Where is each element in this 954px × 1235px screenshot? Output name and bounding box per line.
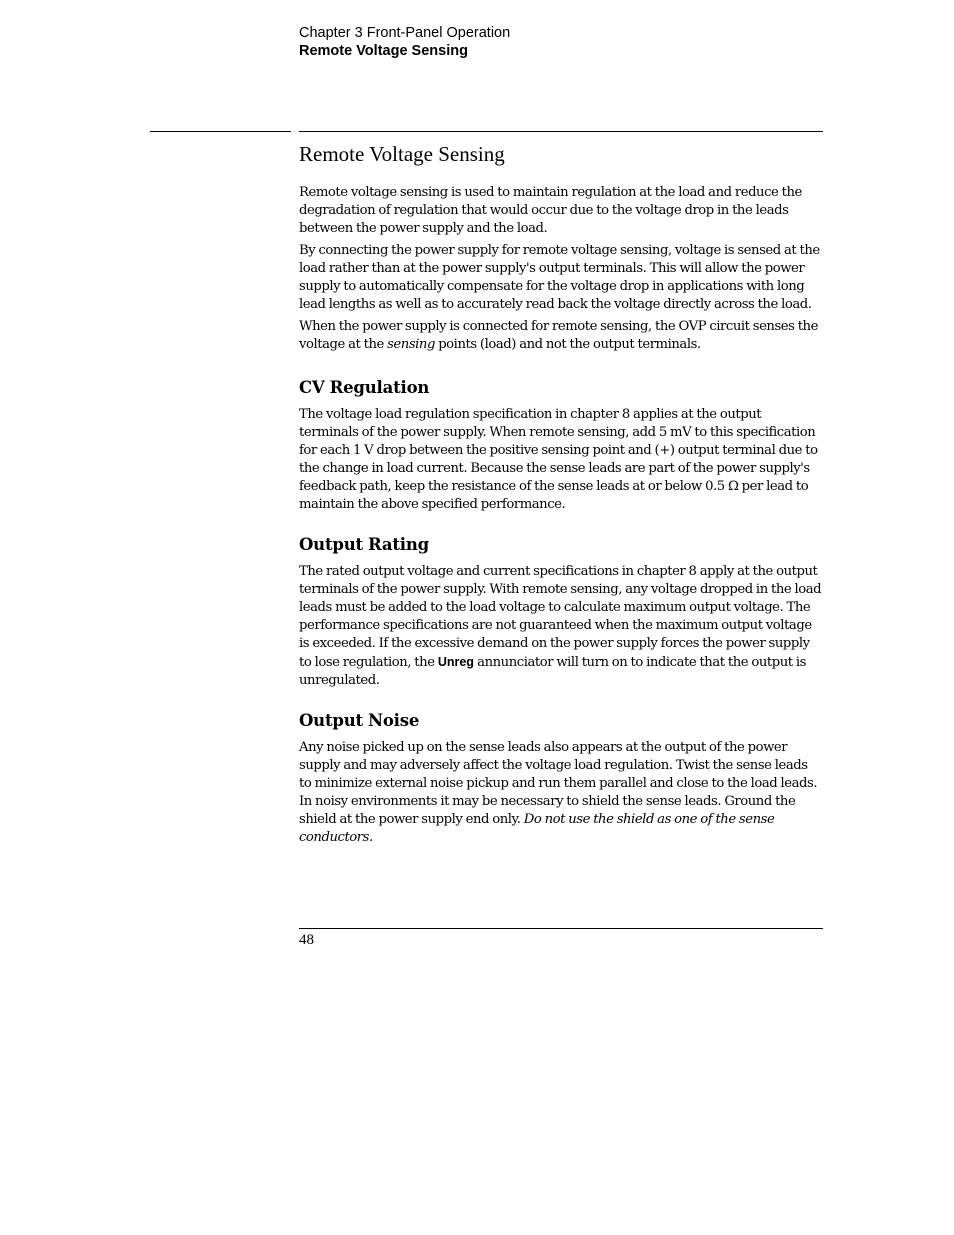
output-rating-text-a: The rated output voltage and current specifications in chapter 8 apply at the output terminals of the power supply. With remote sensing, any voltage dropped in the load leads must be added to the load voltage to calculate maximum output voltage. The performance specifications are not guaranteed when the maximum output voltage is exceeded. If the excessive demand on the power supply forces the power supply to lose regulation, the — [299, 564, 822, 670]
chapter-title: Chapter 3 Front-Panel Operation — [299, 25, 511, 41]
cv-regulation-paragraph: The voltage load regulation specification in chapter 8 applies at the output terminals of the power supply. When remote sensing, add 5 mV to this specification for each 1 V drop between the positive sensing point and (+) output terminal due to the change in load current. Because the sense leads are part of the power supply's feedback path, keep the resistance of the sense leads at or below 0.5 Ω per lead to maintain the above specified performance. — [299, 407, 818, 512]
intro-paragraph-3-text-b: points (load) and not the output terminals. — [434, 337, 701, 352]
unreg-annunciator-label: Unreg — [437, 655, 474, 669]
output-noise-paragraph — [299, 739, 823, 847]
margin-rule — [150, 131, 291, 132]
output-rating-heading: Output Rating — [299, 535, 429, 554]
intro-paragraph-1: Remote voltage sensing is used to maintain regulation at the load and reduce the degradation of regulation that would occur due to the voltage drop in the leads between the power supply and the load. — [299, 185, 802, 236]
shield-warning-emphasis: Do not use the shield as one of the sense conductors. — [299, 812, 775, 845]
output-noise-section — [299, 710, 823, 847]
output-rating-text-b: annunciator will turn on to indicate that the output is unregulated. — [299, 655, 806, 688]
sensing-emphasis: sensing — [387, 337, 435, 352]
page-number: 48 — [299, 932, 314, 948]
cv-regulation-section — [299, 377, 823, 514]
output-rating-paragraph — [299, 563, 823, 690]
intro-paragraph-2: By connecting the power supply for remote voltage sensing, voltage is sensed at the load rather than at the power supply's output terminals. This will allow the power supply to automatically compensate for the voltage drop in applications with long lead lengths as well as to accurately read back the voltage directly across the load. — [299, 243, 820, 312]
intro-paragraph-3 — [299, 318, 823, 354]
output-noise-heading: Output Noise — [299, 711, 420, 730]
page-title: Remote Voltage Sensing — [299, 142, 505, 166]
intro-paragraph-3-text-a: When the power supply is connected for remote sensing, the OVP circuit senses the voltage at the — [299, 319, 818, 352]
output-noise-text: Any noise picked up on the sense leads also appears at the output of the power supply and may adversely affect the voltage load regulation. Twist the sense leads to minimize external noise pickup and run them parallel and close to the load leads. In noisy environments it may be necessary to shield the sense leads. Ground the shield at the power supply end only. — [299, 740, 818, 827]
page-body — [299, 141, 823, 851]
page-header — [299, 24, 510, 60]
title-rule — [299, 131, 823, 132]
output-rating-section — [299, 534, 823, 690]
section-title: Remote Voltage Sensing — [299, 43, 468, 59]
footer-rule — [299, 928, 823, 929]
cv-regulation-heading: CV Regulation — [299, 378, 430, 397]
